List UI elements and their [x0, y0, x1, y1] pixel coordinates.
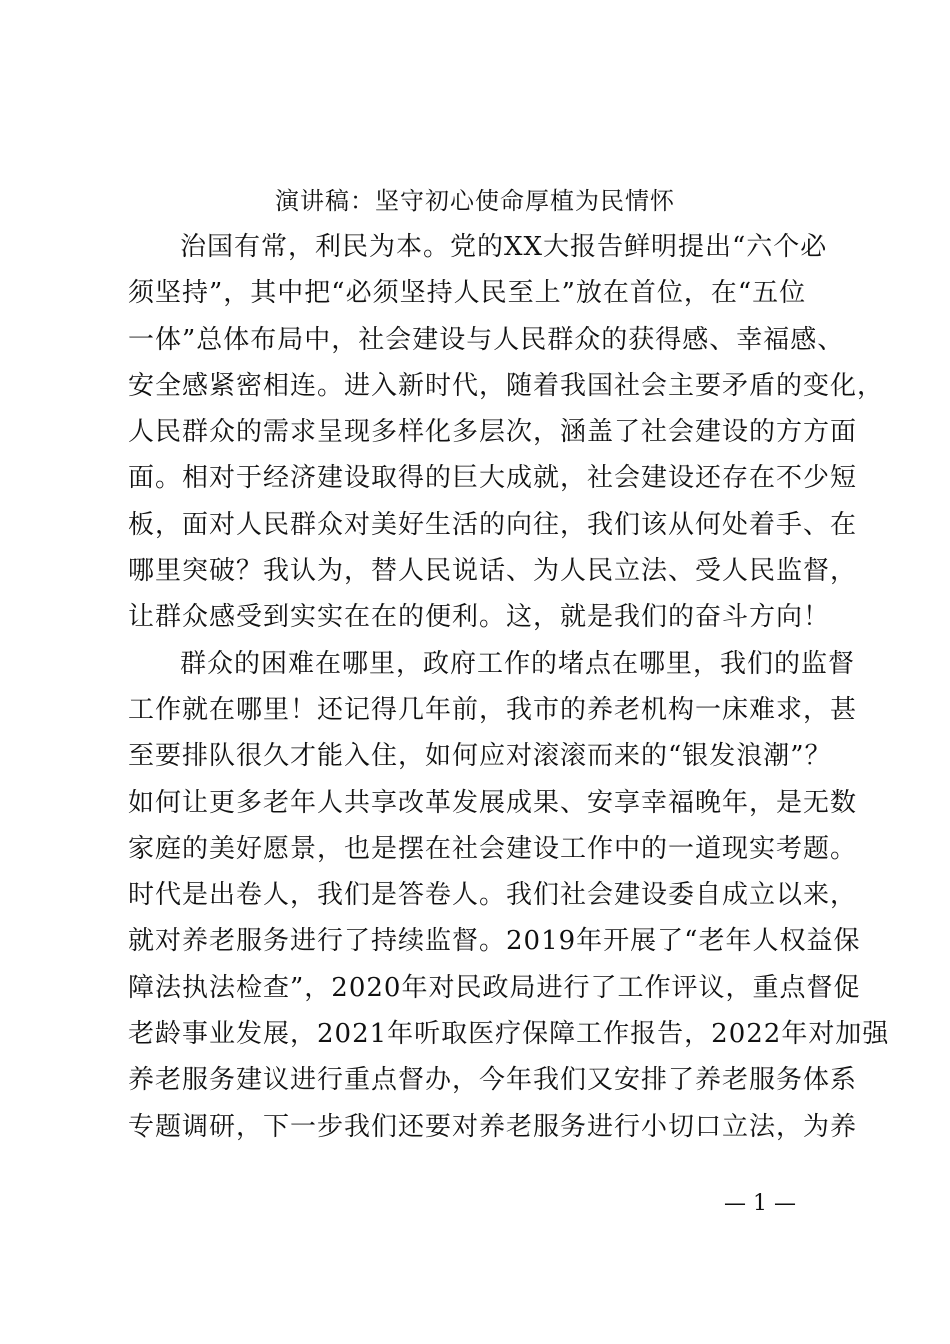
paragraph-1-line-4: 安全感紧密相连。进入新时代，随着我国社会主要矛盾的变化，: [128, 370, 885, 401]
paragraph-2-line-9: 老龄事业发展，2021年听取医疗保障工作报告，2022年对加强: [128, 1019, 890, 1050]
paragraph-1-line-3: 一体”总体布局中，社会建设与人民群众的获得感、幸福感、: [128, 324, 845, 355]
page-number: — 1 —: [724, 1191, 796, 1216]
paragraph-1-line-1: 治国有常，利民为本。党的XX大报告鲜明提出“六个必: [180, 232, 828, 262]
paragraph-2-line-10: 养老服务建议进行重点督办，今年我们又安排了养老服务体系: [128, 1065, 858, 1096]
paragraph-2-line-5: 家庭的美好愿景，也是摆在社会建设工作中的一道现实考题。: [128, 833, 858, 864]
paragraph-1-line-5: 人民群众的需求呈现多样化多层次，涵盖了社会建设的方方面: [128, 417, 858, 448]
paragraph-1-line-7: 板，面对人民群众对美好生活的向往，我们该从何处着手、在: [128, 509, 858, 540]
paragraph-2-line-7: 就对养老服务进行了持续监督。2019年开展了“老年人权益保: [128, 926, 861, 957]
paragraph-2-line-2: 工作就在哪里！还记得几年前，我市的养老机构一床难求，甚: [128, 694, 858, 725]
paragraph-1-line-8: 哪里突破？我认为，替人民说话、为人民立法、受人民监督，: [128, 556, 858, 587]
document-title: 演讲稿：坚守初心使命厚植为民情怀: [275, 187, 675, 215]
paragraph-1-line-2: 须坚持”，其中把“必须坚持人民至上”放在首位，在“五位: [128, 278, 807, 309]
paragraph-2-line-4: 如何让更多老年人共享改革发展成果、安享幸福晚年，是无数: [128, 787, 858, 818]
paragraph-2-line-8: 障法执法检查”，2020年对民政局进行了工作评议，重点督促: [128, 972, 861, 1003]
paragraph-2-line-1: 群众的困难在哪里，政府工作的堵点在哪里，我们的监督: [180, 648, 856, 679]
paragraph-2-line-6: 时代是出卷人，我们是答卷人。我们社会建设委自成立以来，: [128, 880, 858, 911]
paragraph-1-line-6: 面。相对于经济建设取得的巨大成就，社会建设还存在不少短: [128, 463, 858, 494]
paragraph-2-line-3: 至要排队很久才能入住，如何应对滚滚而来的“银发浪潮”？: [128, 741, 832, 772]
document-body: [128, 224, 890, 1150]
paragraph-2-line-11: 专题调研，下一步我们还要对养老服务进行小切口立法，为养: [128, 1111, 858, 1142]
paragraph-1-line-9: 让群众感受到实实在在的便利。这，就是我们的奋斗方向！: [128, 602, 831, 633]
